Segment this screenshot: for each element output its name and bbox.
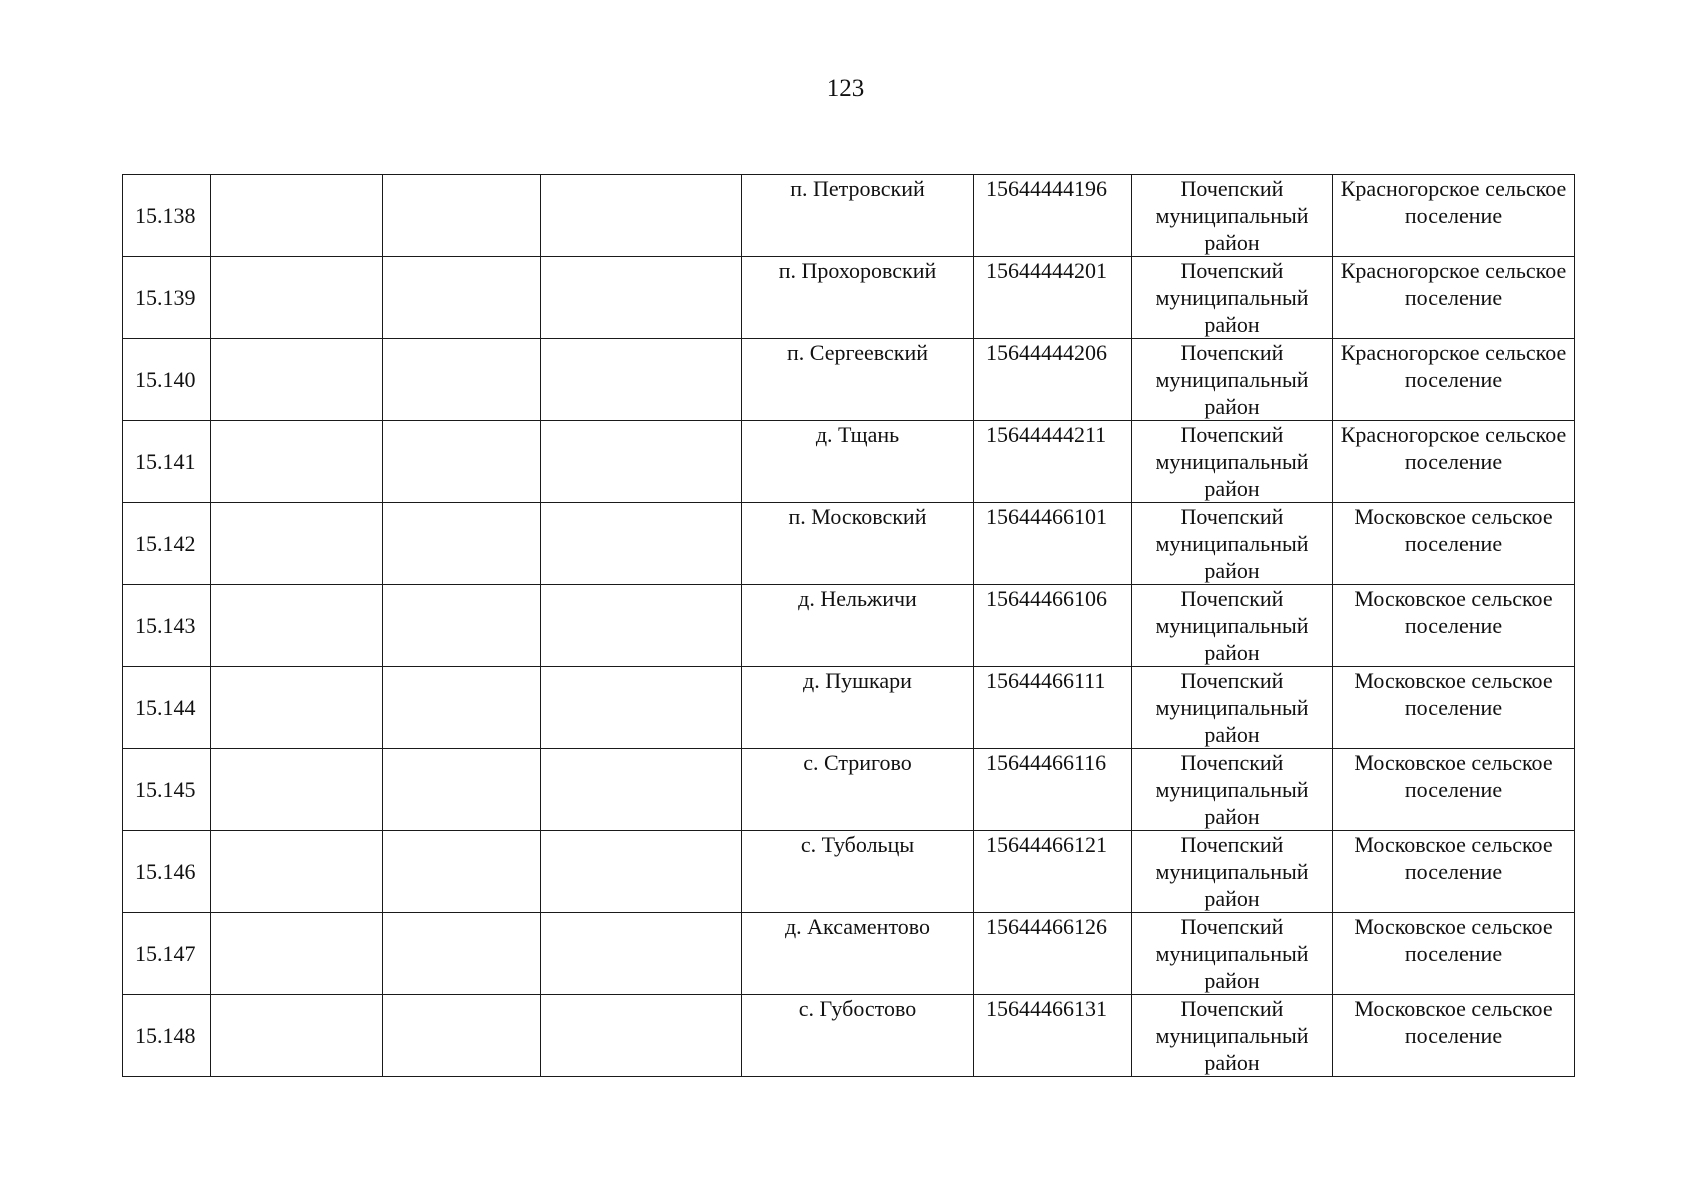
table-row <box>123 421 1575 503</box>
oktmo-code-cell: 15644444196 <box>974 175 1132 257</box>
empty-cell <box>211 503 383 585</box>
settlement-name-cell: д. Аксаментово <box>742 913 974 995</box>
settlement-name-cell: с. Стригово <box>742 749 974 831</box>
empty-cell <box>383 667 541 749</box>
row-number-cell: 15.147 <box>123 913 211 995</box>
oktmo-code-cell: 15644466111 <box>974 667 1132 749</box>
settlement-name-cell: д. Тщань <box>742 421 974 503</box>
municipality-cell: Московское сельское поселение <box>1333 995 1575 1077</box>
municipality-cell: Красногорское сельское поселение <box>1333 257 1575 339</box>
oktmo-code-cell: 15644444201 <box>974 257 1132 339</box>
district-cell: Почепский муниципальный район <box>1132 913 1333 995</box>
empty-cell <box>211 913 383 995</box>
settlement-name-cell: с. Тубольцы <box>742 831 974 913</box>
oktmo-code-cell: 15644444206 <box>974 339 1132 421</box>
empty-cell <box>383 749 541 831</box>
table-row <box>123 339 1575 421</box>
row-number-cell: 15.139 <box>123 257 211 339</box>
oktmo-code-cell: 15644444211 <box>974 421 1132 503</box>
empty-cell <box>383 175 541 257</box>
settlement-name-cell: п. Петровский <box>742 175 974 257</box>
row-number-cell: 15.145 <box>123 749 211 831</box>
municipality-cell: Московское сельское поселение <box>1333 585 1575 667</box>
table-body <box>123 175 1575 1077</box>
table-row <box>123 749 1575 831</box>
district-cell: Почепский муниципальный район <box>1132 995 1333 1077</box>
empty-cell <box>541 913 742 995</box>
table-row <box>123 667 1575 749</box>
table-row <box>123 257 1575 339</box>
empty-cell <box>211 995 383 1077</box>
empty-cell <box>541 257 742 339</box>
oktmo-code-cell: 15644466121 <box>974 831 1132 913</box>
row-number-cell: 15.141 <box>123 421 211 503</box>
municipality-cell: Московское сельское поселение <box>1333 749 1575 831</box>
municipality-cell: Красногорское сельское поселение <box>1333 175 1575 257</box>
district-cell: Почепский муниципальный район <box>1132 257 1333 339</box>
empty-cell <box>211 585 383 667</box>
empty-cell <box>541 421 742 503</box>
table-row <box>123 175 1575 257</box>
settlement-table <box>122 174 1575 1077</box>
district-cell: Почепский муниципальный район <box>1132 339 1333 421</box>
row-number-cell: 15.140 <box>123 339 211 421</box>
page-number: 123 <box>826 75 865 102</box>
empty-cell <box>211 831 383 913</box>
settlement-name-cell: п. Московский <box>742 503 974 585</box>
empty-cell <box>383 913 541 995</box>
empty-cell <box>383 831 541 913</box>
table-row <box>123 831 1575 913</box>
empty-cell <box>541 175 742 257</box>
row-number-cell: 15.148 <box>123 995 211 1077</box>
row-number-cell: 15.146 <box>123 831 211 913</box>
oktmo-code-cell: 15644466101 <box>974 503 1132 585</box>
empty-cell <box>383 257 541 339</box>
district-cell: Почепский муниципальный район <box>1132 667 1333 749</box>
empty-cell <box>541 995 742 1077</box>
district-cell: Почепский муниципальный район <box>1132 585 1333 667</box>
municipality-cell: Красногорское сельское поселение <box>1333 421 1575 503</box>
empty-cell <box>211 421 383 503</box>
row-number-cell: 15.142 <box>123 503 211 585</box>
empty-cell <box>211 339 383 421</box>
district-cell: Почепский муниципальный район <box>1132 831 1333 913</box>
settlement-name-cell: п. Прохоровский <box>742 257 974 339</box>
empty-cell <box>541 503 742 585</box>
table-row <box>123 585 1575 667</box>
empty-cell <box>383 339 541 421</box>
empty-cell <box>211 175 383 257</box>
oktmo-code-cell: 15644466116 <box>974 749 1132 831</box>
table-row <box>123 913 1575 995</box>
oktmo-code-cell: 15644466131 <box>974 995 1132 1077</box>
empty-cell <box>211 749 383 831</box>
table-row <box>123 503 1575 585</box>
municipality-cell: Московское сельское поселение <box>1333 667 1575 749</box>
oktmo-code-cell: 15644466126 <box>974 913 1132 995</box>
empty-cell <box>541 749 742 831</box>
municipality-cell: Московское сельское поселение <box>1333 831 1575 913</box>
empty-cell <box>383 421 541 503</box>
row-number-cell: 15.138 <box>123 175 211 257</box>
settlement-name-cell: д. Нельжичи <box>742 585 974 667</box>
empty-cell <box>541 339 742 421</box>
empty-cell <box>541 831 742 913</box>
district-cell: Почепский муниципальный район <box>1132 503 1333 585</box>
municipality-cell: Красногорское сельское поселение <box>1333 339 1575 421</box>
table-row <box>123 995 1575 1077</box>
municipality-cell: Московское сельское поселение <box>1333 913 1575 995</box>
district-cell: Почепский муниципальный район <box>1132 421 1333 503</box>
settlement-name-cell: п. Сергеевский <box>742 339 974 421</box>
empty-cell <box>383 995 541 1077</box>
settlement-name-cell: с. Губостово <box>742 995 974 1077</box>
oktmo-code-cell: 15644466106 <box>974 585 1132 667</box>
settlement-name-cell: д. Пушкари <box>742 667 974 749</box>
empty-cell <box>541 667 742 749</box>
row-number-cell: 15.144 <box>123 667 211 749</box>
district-cell: Почепский муниципальный район <box>1132 749 1333 831</box>
empty-cell <box>383 503 541 585</box>
district-cell: Почепский муниципальный район <box>1132 175 1333 257</box>
row-number-cell: 15.143 <box>123 585 211 667</box>
empty-cell <box>541 585 742 667</box>
municipality-cell: Московское сельское поселение <box>1333 503 1575 585</box>
empty-cell <box>211 257 383 339</box>
empty-cell <box>211 667 383 749</box>
empty-cell <box>383 585 541 667</box>
